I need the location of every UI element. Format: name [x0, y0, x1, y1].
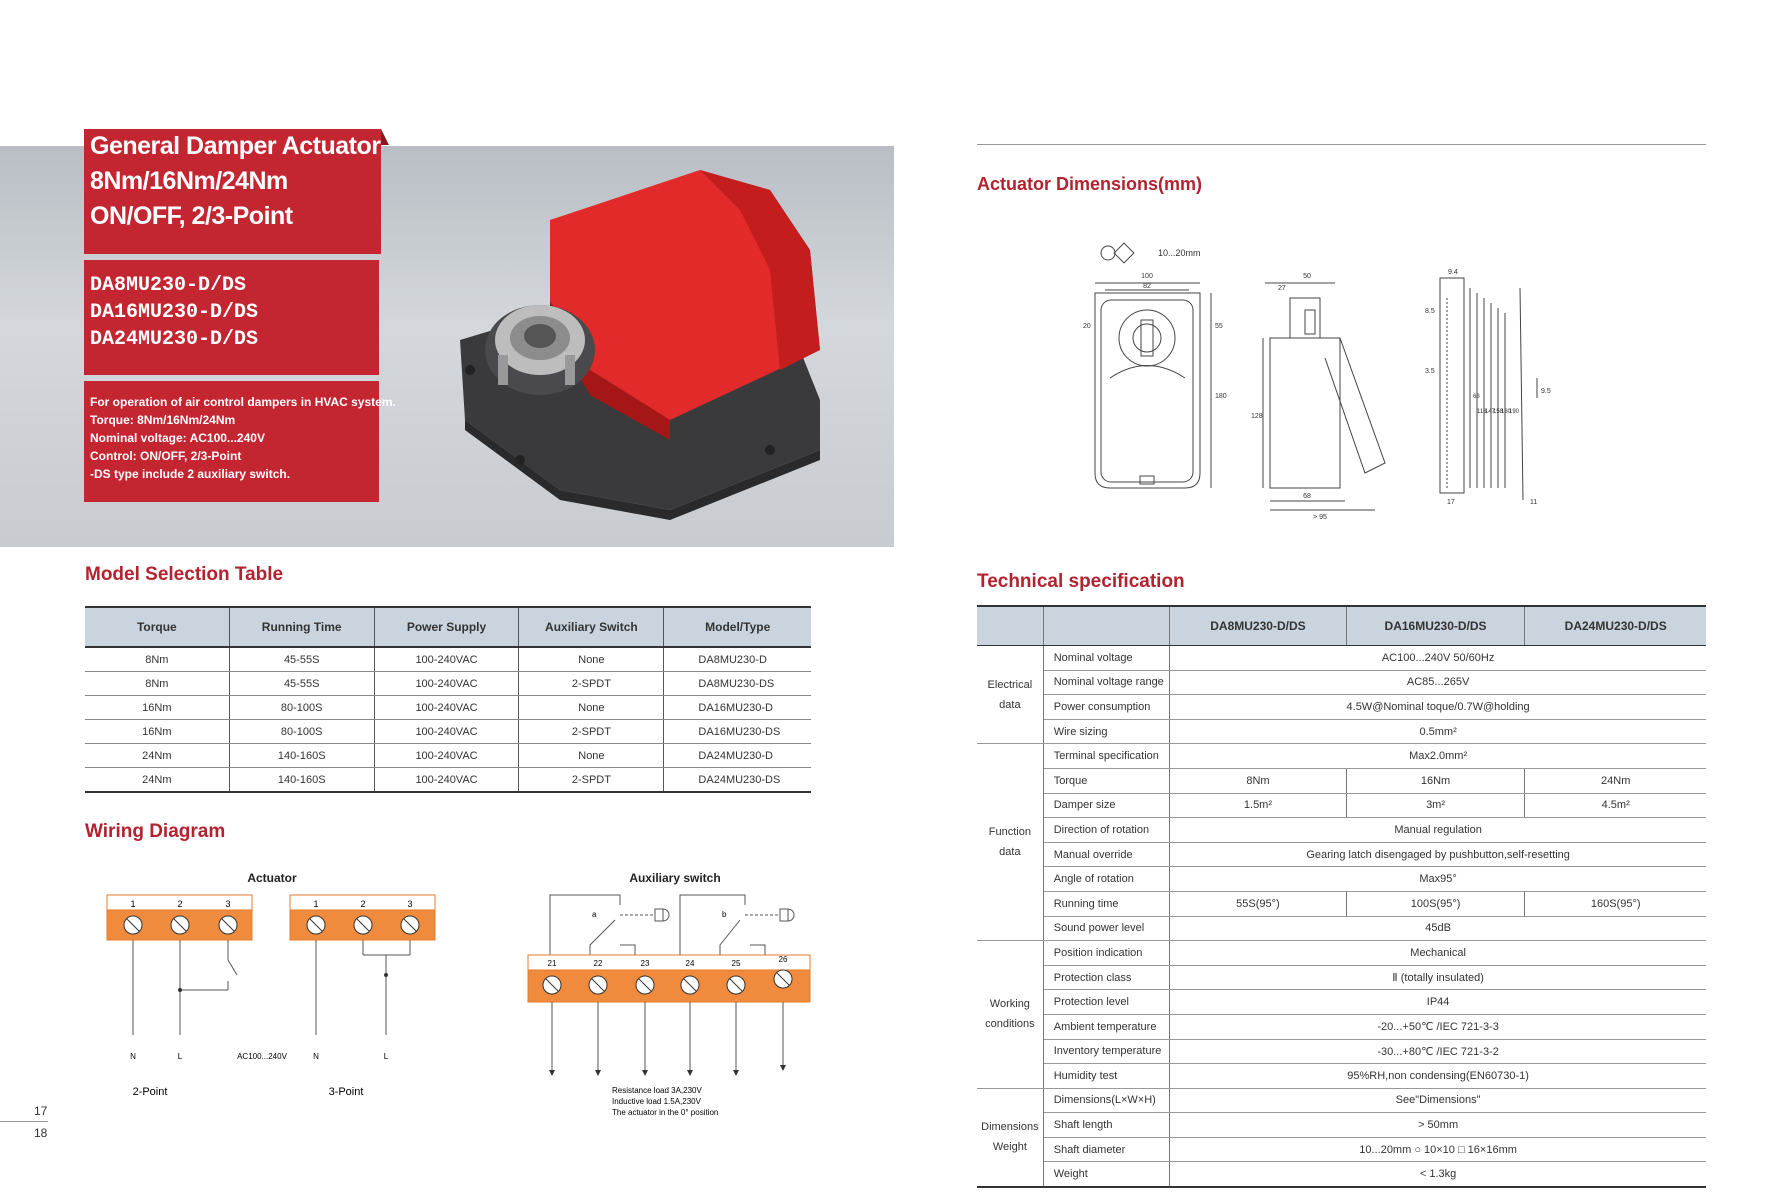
dimension-label: 17 — [1447, 499, 1455, 506]
actuator-product-image — [440, 160, 860, 520]
table-cell: 24Nm — [85, 768, 229, 793]
value-cell: See"Dimensions" — [1170, 1088, 1706, 1113]
auxiliary-switch-label: Auxiliary switch — [629, 871, 721, 885]
table-row — [977, 695, 1706, 720]
wire-label: L — [383, 1052, 389, 1061]
param-cell: Shaft length — [1043, 1113, 1169, 1138]
model-name: DA8MU230-D/DS — [90, 274, 247, 297]
table-cell: 100-240VAC — [374, 768, 519, 793]
group-label: Dimensions — [981, 1121, 1039, 1134]
table-cell: 45-55S — [229, 672, 374, 696]
value-cell: 10...20mm ○ 10×10 □ 16×16mm — [1170, 1137, 1706, 1162]
table-row — [977, 867, 1706, 892]
table-row — [85, 696, 811, 720]
table-cell: 100-240VAC — [374, 744, 519, 768]
value-cell: 4.5m² — [1525, 793, 1706, 818]
table-row — [977, 1137, 1706, 1162]
value-cell: 0.5mm² — [1170, 719, 1706, 744]
dimension-label: 118 — [1477, 409, 1487, 415]
column-header: DA16MU230-D/DS — [1346, 606, 1525, 646]
group-label: Weight — [992, 1141, 1027, 1154]
table-row — [85, 647, 811, 672]
auxiliary-switch-block — [528, 895, 810, 1076]
group-cell-function — [977, 744, 1043, 941]
column-header: DA24MU230-D/DS — [1525, 606, 1706, 646]
table-row — [977, 1064, 1706, 1089]
table-cell: 45-55S — [229, 647, 374, 672]
table-cell: 2-SPDT — [519, 672, 664, 696]
wire-label: N — [313, 1052, 319, 1061]
dimension-label: 9.5 — [1541, 388, 1551, 395]
wiring-diagram-title: Wiring Diagram — [85, 821, 226, 842]
param-cell: Direction of rotation — [1043, 818, 1169, 843]
value-cell: 160S(95°) — [1525, 891, 1706, 916]
shaft-note: 10...20mm — [1158, 248, 1201, 258]
table-row — [977, 793, 1706, 818]
dimension-label: 20 — [1083, 323, 1091, 330]
dimension-label: 3.5 — [1425, 368, 1435, 375]
value-cell: 4.5W@Nominal toque/0.7W@holding — [1170, 695, 1706, 720]
switch-label: a — [592, 910, 597, 919]
page-number-divider — [0, 1121, 48, 1122]
rear-view-drawing — [1440, 278, 1537, 500]
table-row — [977, 1088, 1706, 1113]
table-row — [977, 1162, 1706, 1187]
terminal-number: 3 — [407, 899, 413, 909]
terminal-number: 3 — [225, 899, 231, 909]
model-selection-table — [85, 606, 811, 793]
table-cell: 100-240VAC — [374, 647, 519, 672]
table-row — [85, 744, 811, 768]
dimension-label: 180 — [1215, 393, 1227, 400]
column-header: Torque — [85, 607, 229, 647]
top-divider — [977, 144, 1706, 145]
column-header: Power Supply — [374, 607, 519, 647]
table-header-row — [977, 606, 1706, 646]
page-number: 17 — [34, 1104, 48, 1118]
dimension-label: 190 — [1509, 409, 1520, 415]
table-row — [977, 670, 1706, 695]
dimension-label: 8.5 — [1425, 308, 1435, 315]
table-row — [977, 818, 1706, 843]
table-row — [977, 1113, 1706, 1138]
group-label: data — [999, 698, 1021, 711]
table-cell: DA24MU230-DS — [664, 768, 811, 793]
model-name: DA24MU230-D/DS — [90, 328, 259, 351]
value-cell: Max95° — [1170, 867, 1706, 892]
value-cell: 100S(95°) — [1346, 891, 1525, 916]
table-cell: None — [519, 744, 664, 768]
table-cell: 140-160S — [229, 768, 374, 793]
hero-title-line: General Damper Actuator — [90, 132, 381, 160]
mode-label-2-point: 2-Point — [132, 1086, 168, 1098]
dimension-label: 68 — [1473, 394, 1480, 400]
table-cell: 140-160S — [229, 744, 374, 768]
table-row — [977, 1039, 1706, 1064]
terminal-number: 26 — [778, 955, 788, 964]
table-cell: None — [519, 647, 664, 672]
table-cell: DA16MU230-DS — [664, 720, 811, 744]
table-row — [977, 965, 1706, 990]
description-line: Control: ON/OFF, 2/3-Point — [90, 449, 242, 463]
table-row — [977, 990, 1706, 1015]
table-cell: DA8MU230-DS — [664, 672, 811, 696]
group-label: Function — [988, 826, 1031, 839]
terminal-block-3-point — [290, 895, 435, 1035]
title-tab-decoration — [381, 129, 389, 145]
wire-label: AC100...240V — [237, 1052, 287, 1061]
param-cell: Wire sizing — [1043, 719, 1169, 744]
table-cell: 8Nm — [85, 647, 229, 672]
param-cell: Manual override — [1043, 842, 1169, 867]
group-label: data — [999, 846, 1021, 859]
param-cell: Shaft diameter — [1043, 1137, 1169, 1162]
column-header: Model/Type — [664, 607, 811, 647]
value-cell: < 1.3kg — [1170, 1162, 1706, 1187]
dimension-label: 11 — [1530, 499, 1538, 506]
value-cell: IP44 — [1170, 990, 1706, 1015]
dimension-label: 128 — [1251, 413, 1263, 420]
hero-title-box — [84, 129, 381, 254]
hero-model-box — [84, 260, 379, 375]
dimensions-title: Actuator Dimensions(mm) — [977, 174, 1203, 194]
value-cell: 24Nm — [1525, 768, 1706, 793]
wire-label: N — [130, 1052, 136, 1061]
wiring-note: The actuator in the 0° position — [612, 1108, 719, 1117]
wiring-note: Resistance load 3A,230V — [612, 1086, 702, 1095]
group-cell-dimensions — [977, 1088, 1043, 1187]
table-row — [977, 916, 1706, 941]
dimension-drawings — [1075, 238, 1635, 528]
table-row — [977, 891, 1706, 916]
table-cell: 100-240VAC — [374, 696, 519, 720]
value-cell: 55S(95°) — [1170, 891, 1347, 916]
dimension-label: 55 — [1215, 323, 1223, 330]
value-cell: Max2.0mm² — [1170, 744, 1706, 769]
terminal-number: 22 — [593, 959, 603, 968]
table-cell: DA16MU230-D — [664, 696, 811, 720]
table-cell: 100-240VAC — [374, 672, 519, 696]
wiring-diagram — [100, 865, 830, 1135]
dimension-label: 27 — [1278, 285, 1286, 292]
param-cell: Nominal voltage — [1043, 646, 1169, 671]
front-view-drawing — [1095, 283, 1211, 488]
param-cell: Protection level — [1043, 990, 1169, 1015]
value-cell: 3m² — [1346, 793, 1525, 818]
side-view-drawing — [1263, 283, 1385, 510]
terminal-number: 24 — [685, 959, 695, 968]
mode-label-3-point: 3-Point — [328, 1086, 364, 1098]
param-cell: Sound power level — [1043, 916, 1169, 941]
table-row — [85, 720, 811, 744]
table-row — [977, 1014, 1706, 1039]
terminal-number: 2 — [177, 899, 183, 909]
value-cell: 45dB — [1170, 916, 1706, 941]
value-cell: 1.5m² — [1170, 793, 1347, 818]
value-cell: Gearing latch disengaged by pushbutton,self-resetting — [1170, 842, 1706, 867]
param-cell: Running time — [1043, 891, 1169, 916]
param-cell: Ambient temperature — [1043, 1014, 1169, 1039]
table-row — [85, 672, 811, 696]
value-cell: Ⅱ (totally insulated) — [1170, 965, 1706, 990]
value-cell: -20...+50℃ /IEC 721-3-3 — [1170, 1014, 1706, 1039]
dimension-label: 82 — [1143, 283, 1151, 290]
param-cell: Terminal specification — [1043, 744, 1169, 769]
terminal-number: 1 — [130, 899, 136, 909]
hero-description-box — [84, 381, 396, 502]
wire-label: L — [177, 1052, 183, 1061]
model-selection-title: Model Selection Table — [85, 564, 284, 585]
value-cell: -30...+80℃ /IEC 721-3-2 — [1170, 1039, 1706, 1064]
table-row — [977, 646, 1706, 671]
param-cell: Inventory temperature — [1043, 1039, 1169, 1064]
param-cell: Weight — [1043, 1162, 1169, 1187]
hero-title-line: 8Nm/16Nm/24Nm — [90, 167, 288, 195]
value-cell: 95%RH,non condensing(EN60730-1) — [1170, 1064, 1706, 1089]
group-cell-electrical — [977, 646, 1043, 744]
dimension-label: 9.4 — [1448, 269, 1458, 276]
param-cell: Damper size — [1043, 793, 1169, 818]
value-cell: Mechanical — [1170, 941, 1706, 966]
wiring-note: Inductive load 1.5A,230V — [612, 1097, 701, 1106]
page-number: 18 — [34, 1126, 48, 1140]
hero-title-line: ON/OFF, 2/3-Point — [90, 202, 293, 230]
dimension-label: > 95 — [1313, 514, 1327, 521]
terminal-number: 25 — [731, 959, 741, 968]
value-cell: 16Nm — [1346, 768, 1525, 793]
switch-label: b — [722, 910, 727, 919]
column-header — [1043, 606, 1169, 646]
dimension-label: 180 — [1501, 409, 1512, 415]
table-row — [85, 768, 811, 793]
terminal-number: 21 — [547, 959, 557, 968]
tech-spec-title: Technical specification — [977, 571, 1185, 592]
tech-spec-table — [977, 605, 1706, 1188]
table-cell: DA24MU230-D — [664, 744, 811, 768]
table-row — [977, 744, 1706, 769]
column-header — [977, 606, 1043, 646]
model-name: DA16MU230-D/DS — [90, 301, 259, 324]
column-header: Running Time — [229, 607, 374, 647]
description-line: For operation of air control dampers in HVAC system. — [90, 395, 396, 409]
column-header: Auxiliary Switch — [519, 607, 664, 647]
value-cell: AC85...265V — [1170, 670, 1706, 695]
table-cell: 16Nm — [85, 696, 229, 720]
value-cell: > 50mm — [1170, 1113, 1706, 1138]
group-cell-working — [977, 941, 1043, 1089]
column-header: DA8MU230-D/DS — [1170, 606, 1347, 646]
dimension-label: 100 — [1141, 273, 1153, 280]
dimension-label: 158 — [1493, 409, 1504, 415]
value-cell: 8Nm — [1170, 768, 1347, 793]
table-row — [977, 842, 1706, 867]
param-cell: Angle of rotation — [1043, 867, 1169, 892]
table-cell: None — [519, 696, 664, 720]
table-row — [977, 719, 1706, 744]
table-cell: DA8MU230-D — [664, 647, 811, 672]
param-cell: Torque — [1043, 768, 1169, 793]
table-cell: 2-SPDT — [519, 768, 664, 793]
group-label: Working — [989, 998, 1030, 1011]
table-cell: 2-SPDT — [519, 720, 664, 744]
param-cell: Power consumption — [1043, 695, 1169, 720]
terminal-number: 23 — [640, 959, 650, 968]
table-cell: 80-100S — [229, 720, 374, 744]
param-cell: Protection class — [1043, 965, 1169, 990]
table-header-row — [85, 607, 811, 647]
table-cell: 100-240VAC — [374, 720, 519, 744]
description-line: Nominal voltage: AC100...240V — [90, 431, 265, 445]
table-cell: 24Nm — [85, 744, 229, 768]
value-cell: AC100...240V 50/60Hz — [1170, 646, 1706, 671]
terminal-number: 2 — [360, 899, 366, 909]
terminal-block-2-point — [107, 895, 252, 1035]
param-cell: Nominal voltage range — [1043, 670, 1169, 695]
group-label: conditions — [985, 1018, 1035, 1031]
shaft-symbol-icon — [1101, 243, 1201, 263]
description-line: -DS type include 2 auxiliary switch. — [90, 467, 291, 481]
param-cell: Dimensions(L×W×H) — [1043, 1088, 1169, 1113]
table-cell: 16Nm — [85, 720, 229, 744]
table-row — [977, 768, 1706, 793]
value-cell: Manual regulation — [1170, 818, 1706, 843]
table-cell: 80-100S — [229, 696, 374, 720]
terminal-number: 1 — [313, 899, 319, 909]
table-row — [977, 941, 1706, 966]
param-cell: Position indication — [1043, 941, 1169, 966]
dimension-label: 147 — [1485, 409, 1496, 415]
table-cell: 8Nm — [85, 672, 229, 696]
dimension-label: 50 — [1303, 273, 1311, 280]
param-cell: Humidity test — [1043, 1064, 1169, 1089]
dimension-label: 68 — [1303, 493, 1311, 500]
group-label: Electrical — [987, 678, 1033, 691]
actuator-label: Actuator — [247, 871, 297, 885]
description-line: Torque: 8Nm/16Nm/24Nm — [90, 413, 236, 427]
